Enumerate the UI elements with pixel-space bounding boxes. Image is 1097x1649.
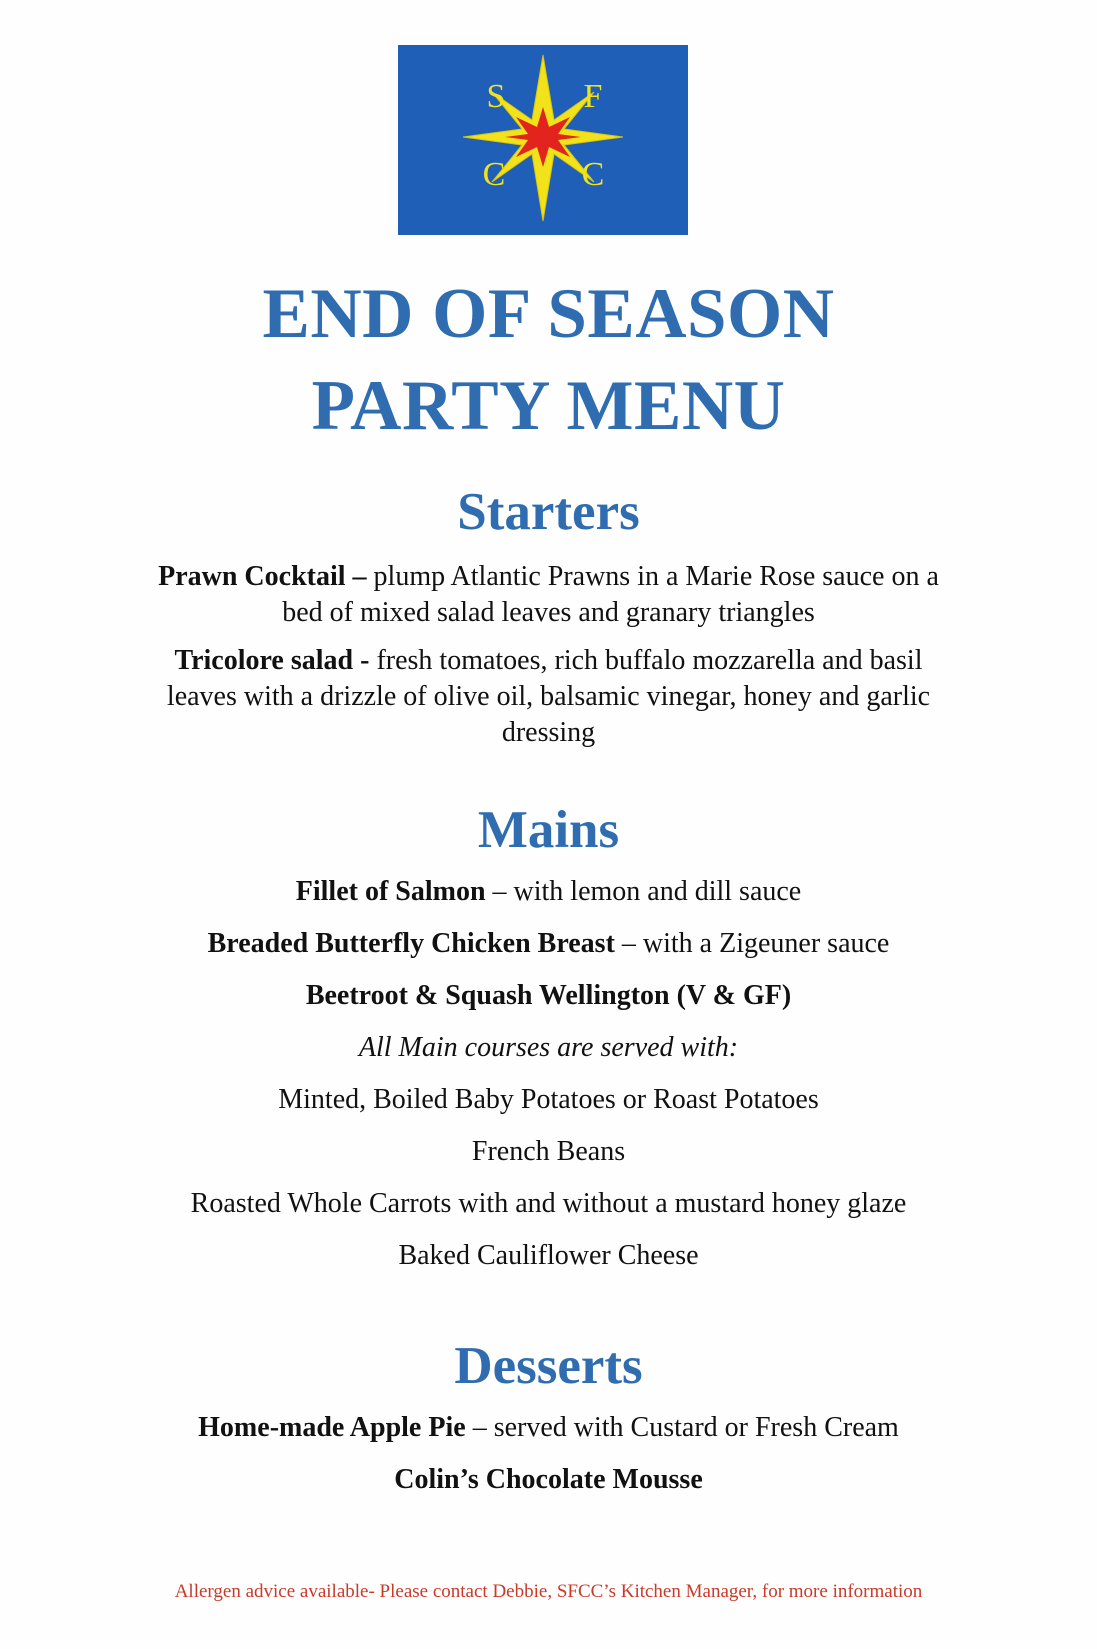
side-item: Baked Cauliflower Cheese xyxy=(398,1240,699,1271)
starter-name: Prawn Cocktail – xyxy=(158,561,367,592)
club-logo xyxy=(398,45,688,235)
starters-heading: Starters xyxy=(457,483,640,541)
title-line-2: PARTY MENU xyxy=(311,367,786,445)
starter-desc: fresh tomatoes, rich buffalo mozzarella and basil xyxy=(369,645,923,676)
side-item: Minted, Boiled Baby Potatoes or Roast Potatoes xyxy=(278,1084,819,1115)
dessert-name: Colin’s Chocolate Mousse xyxy=(394,1464,703,1495)
logo-letter-c-left: C xyxy=(482,156,506,193)
logo-letter-s: S xyxy=(486,78,506,115)
main-name: Beetroot & Squash Wellington (V & GF) xyxy=(305,980,792,1011)
mains-served-with-note: All Main courses are served with: xyxy=(358,1032,739,1063)
main-desc: – with lemon and dill sauce xyxy=(485,876,802,907)
logo-letter-c-right: C xyxy=(581,156,605,193)
allergen-note: Allergen advice available- Please contact Debbie, SFCC’s Kitchen Manager, for more information xyxy=(174,1581,923,1602)
starter-desc-line3: dressing xyxy=(501,717,596,748)
main-item-chicken xyxy=(80,926,1017,962)
page-title xyxy=(0,268,1097,452)
desserts-heading: Desserts xyxy=(454,1337,643,1395)
side-item: French Beans xyxy=(471,1136,626,1167)
main-name: Breaded Butterfly Chicken Breast xyxy=(207,928,615,959)
dessert-desc: – served with Custard or Fresh Cream xyxy=(465,1412,899,1443)
dessert-item-chocolate-mousse xyxy=(80,1462,1017,1498)
mains-heading: Mains xyxy=(477,801,620,859)
starter-name: Tricolore salad - xyxy=(174,645,370,676)
main-item-salmon xyxy=(80,874,1017,910)
dessert-item-apple-pie xyxy=(80,1410,1017,1446)
side-item: Roasted Whole Carrots with and without a mustard honey glaze xyxy=(190,1188,907,1219)
starter-item-prawn-cocktail xyxy=(80,559,1017,631)
dessert-name: Home-made Apple Pie xyxy=(198,1412,466,1443)
main-item-wellington xyxy=(80,978,1017,1014)
logo-letter-f: F xyxy=(583,78,603,115)
starter-desc-line2: leaves with a drizzle of olive oil, balsamic vinegar, honey and garlic xyxy=(166,681,931,712)
main-desc: – with a Zigeuner sauce xyxy=(614,928,890,959)
starter-desc-line2: bed of mixed salad leaves and granary triangles xyxy=(282,597,815,628)
main-name: Fillet of Salmon xyxy=(295,876,486,907)
starter-item-tricolore-salad xyxy=(80,643,1017,751)
title-line-1: END OF SEASON xyxy=(262,275,835,353)
starter-desc: plump Atlantic Prawns in a Marie Rose sauce on a xyxy=(366,561,939,592)
